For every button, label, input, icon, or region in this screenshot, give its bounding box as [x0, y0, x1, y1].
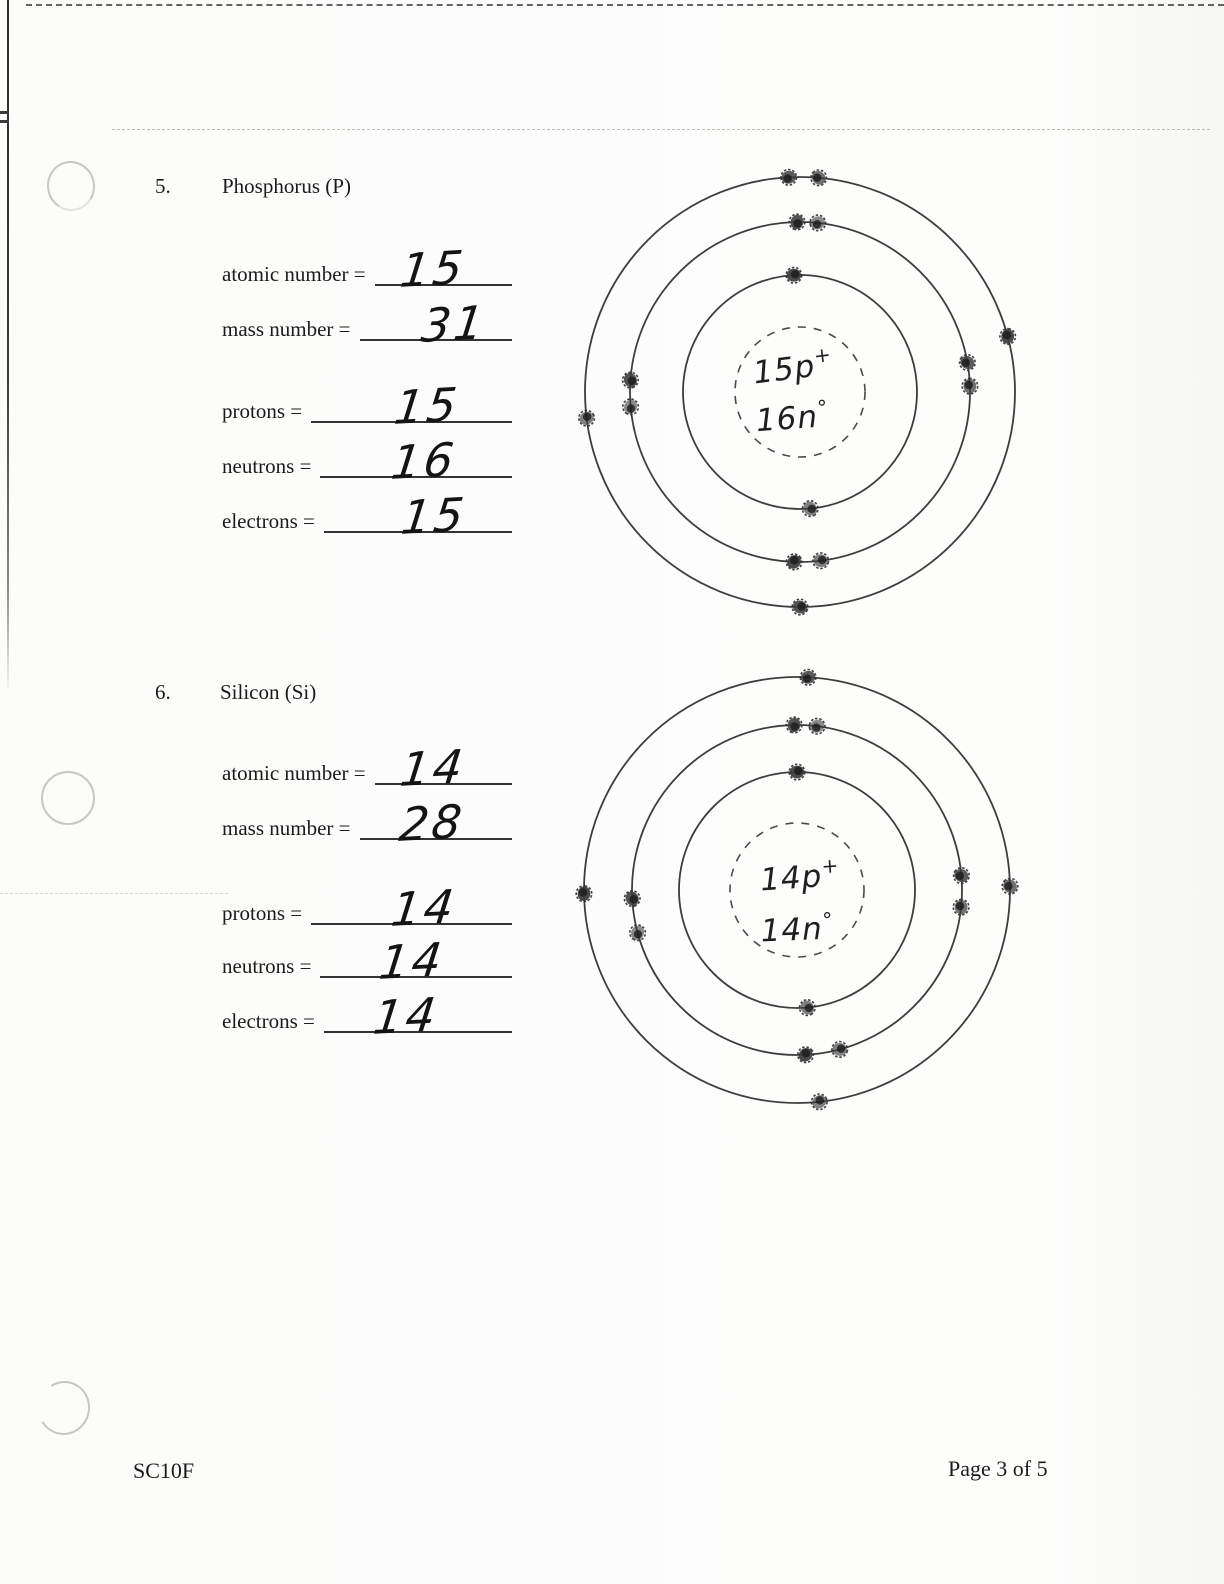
electron [576, 407, 597, 428]
electron [789, 764, 805, 780]
field-label: atomic number = [222, 262, 366, 286]
electron [807, 716, 827, 736]
field-atomic-number [222, 240, 512, 298]
field-protons [222, 377, 512, 435]
answer-blank-line [311, 879, 512, 937]
question-title: Silicon (Si) [220, 680, 317, 704]
handwritten-answer: 15 [397, 240, 469, 298]
handwritten-answer: 14 [370, 987, 442, 1045]
electron-shell [683, 275, 917, 509]
question-title: Phosphorus (P) [222, 174, 351, 198]
field-label: protons = [222, 399, 303, 423]
field-mass-number [222, 295, 512, 353]
handwritten-answer: 14 [376, 932, 448, 990]
answer-blank-line [324, 987, 512, 1045]
answer-blank-line [375, 240, 512, 298]
nucleus-label-neutrons: 14n° [759, 907, 834, 950]
field-atomic-number [222, 739, 512, 797]
field-label: mass number = [222, 317, 351, 341]
hole-punch-bottom [32, 1376, 96, 1441]
faint-dashed-rule [112, 129, 1210, 130]
field-neutrons [222, 932, 512, 990]
bohr-diagram-silicon [557, 650, 1037, 1130]
electron [799, 668, 817, 686]
electron [999, 875, 1021, 897]
electron [780, 168, 798, 186]
footer-course-code: SC10F [133, 1458, 195, 1483]
electron [627, 922, 648, 943]
field-label: neutrons = [222, 454, 312, 478]
scan-edge-dashed-line [26, 4, 1224, 6]
handwritten-answer: 16 [388, 432, 460, 490]
question-number: 6. [155, 680, 171, 704]
field-label: electrons = [222, 509, 315, 533]
field-mass-number [222, 794, 512, 852]
answer-blank-line [375, 739, 512, 797]
handwritten-answer: 31 [418, 295, 490, 353]
field-electrons [222, 487, 512, 545]
field-label: protons = [222, 901, 303, 925]
handwritten-answer: 15 [390, 377, 463, 435]
field-neutrons [222, 432, 512, 490]
field-protons [222, 879, 512, 937]
electron [957, 352, 978, 373]
hole-punch-middle [41, 771, 95, 825]
handwritten-answer: 14 [397, 739, 469, 797]
scan-tick-mark [0, 111, 9, 114]
electron [812, 552, 830, 570]
answer-blank-line [320, 432, 512, 490]
footer-page-number: Page 3 of 5 [948, 1456, 1048, 1481]
electron [831, 1040, 849, 1058]
nucleus-boundary [735, 327, 865, 457]
nucleus-label-protons: 14p+ [758, 853, 841, 899]
nucleus-label-protons: 15p+ [751, 341, 833, 392]
scan-tick-mark [0, 120, 9, 123]
electron-shell [585, 177, 1015, 607]
electron [999, 328, 1016, 345]
hole-punch-top [42, 157, 99, 216]
handwritten-answer: 28 [396, 794, 468, 852]
answer-blank-line [320, 932, 512, 990]
electron [575, 885, 592, 902]
electron [961, 378, 978, 395]
handwritten-answer: 14 [387, 879, 460, 937]
faint-dashed-rule-left [0, 893, 228, 894]
field-label: neutrons = [222, 954, 312, 978]
field-label: electrons = [222, 1009, 315, 1033]
answer-blank-line [360, 794, 513, 852]
answer-blank-line [311, 377, 512, 435]
field-label: atomic number = [222, 761, 366, 785]
electron [786, 267, 802, 283]
bohr-diagram-phosphorus [560, 152, 1040, 632]
scan-edge-vertical-line [7, 0, 9, 694]
answer-blank-line [360, 295, 513, 353]
handwritten-answer: 15 [398, 487, 470, 545]
electron [808, 213, 828, 233]
field-label: mass number = [222, 816, 351, 840]
question-number: 5. [155, 174, 171, 198]
nucleus-label-neutrons: 16n° [754, 395, 830, 440]
electron [953, 899, 970, 916]
field-electrons [222, 987, 512, 1045]
answer-blank-line [324, 487, 512, 545]
